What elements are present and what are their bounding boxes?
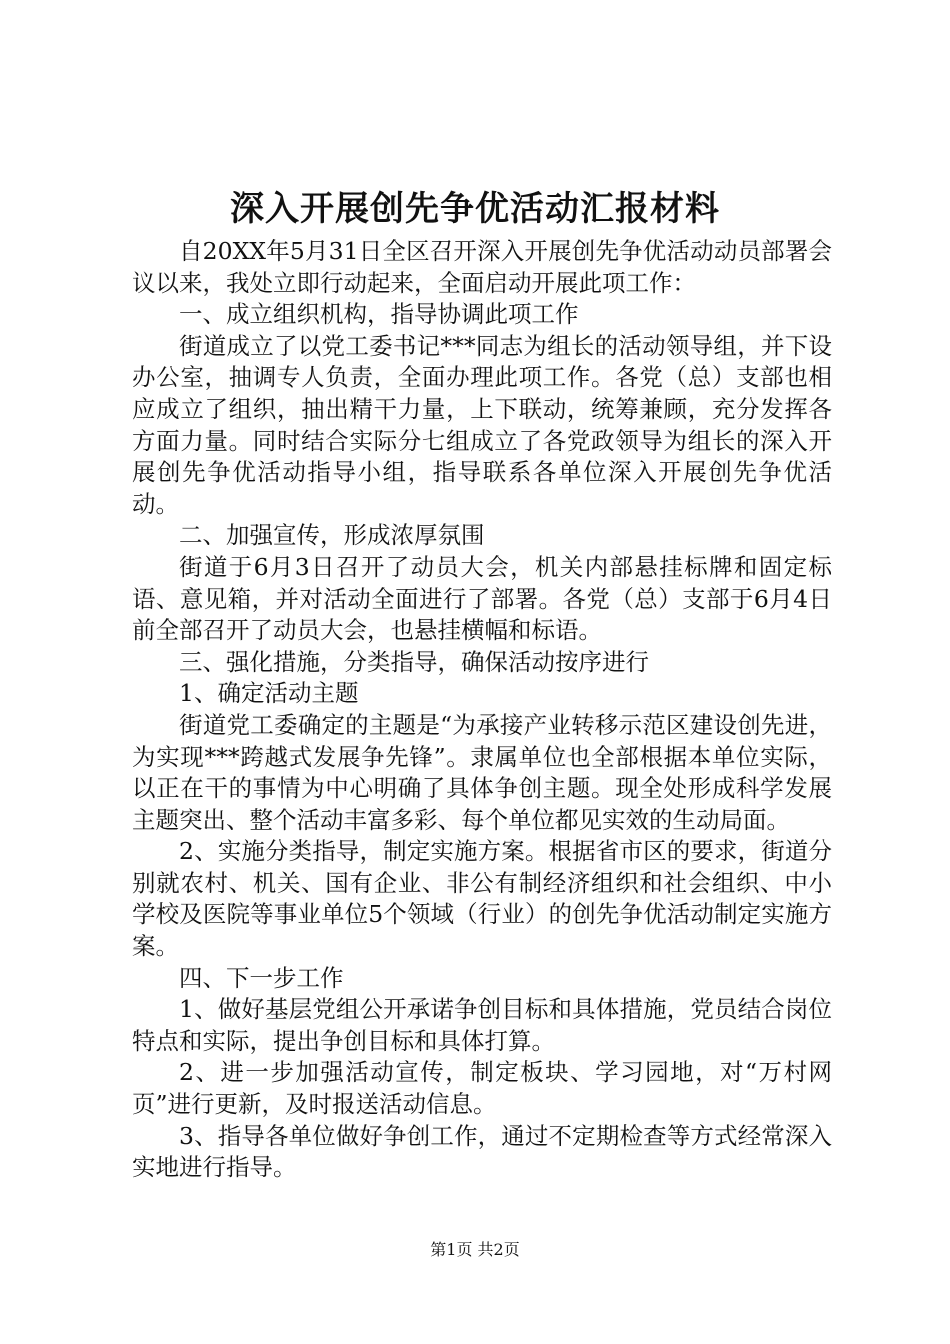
paragraph: 2、实施分类指导，制定实施方案。根据省市区的要求，街道分别就农村、机关、国有企业、非公有制经济组织和社会组织、中小学校及医院等事业单位5个领域（行业）的创先争优活动制定实施方案。 — [132, 837, 832, 961]
paragraph: 街道成立了以党工委书记***同志为组长的活动领导组，并下设办公室，抽调专人负责，全面办理此项工作。各党（总）支部也相应成立了组织，抽出精干力量，上下联动，统筹兼顾，充分发挥各方面力量。同时结合实际分七组成立了各党政领导为组长的深入开展创先争优活动指导小组，指导联系各单位深入开展创先争优活动。 — [132, 331, 832, 518]
paragraph: 街道于6月3日召开了动员大会，机关内部悬挂标牌和固定标语、意见箱，并对活动全面进行了部署。各党（总）支部于6月4日前全部召开了动员大会，也悬挂横幅和标语。 — [132, 552, 832, 645]
document-body — [132, 236, 832, 1184]
section-heading-1: 一、成立组织机构，指导协调此项工作 — [179, 300, 579, 329]
subsection-heading: 1、确定活动主题 — [179, 679, 359, 708]
paragraph: 街道党工委确定的主题是“为承接产业转移示范区建设创先进，为实现***跨越式发展争先锋”。隶属单位也全部根据本单位实际，以正在干的事情为中心明确了具体争创主题。现全处形成科学发展主题突出、整个活动丰富多彩、每个单位都见实效的生动局面。 — [132, 710, 832, 834]
document-title: 深入开展创先争优活动汇报材料 — [230, 189, 720, 229]
paragraph-intro: 自20XX年5月31日全区召开深入开展创先争优活动动员部署会议以来，我处立即行动起来，全面启动开展此项工作： — [132, 237, 832, 297]
section-heading-3: 三、强化措施，分类指导，确保活动按序进行 — [179, 647, 649, 676]
section-heading-4: 四、下一步工作 — [179, 963, 344, 992]
page-footer: 第1页 共2页 — [430, 1240, 520, 1259]
list-item: 1、做好基层党组公开承诺争创目标和具体措施，党员结合岗位特点和实际，提出争创目标和具体打算。 — [132, 995, 832, 1055]
section-heading-2: 二、加强宣传，形成浓厚氛围 — [179, 521, 485, 550]
list-item: 2、进一步加强活动宣传，制定板块、学习园地，对“万村网页”进行更新，及时报送活动信息。 — [132, 1058, 832, 1119]
list-item: 3、指导各单位做好争创工作，通过不定期检查等方式经常深入实地进行指导。 — [132, 1121, 832, 1182]
